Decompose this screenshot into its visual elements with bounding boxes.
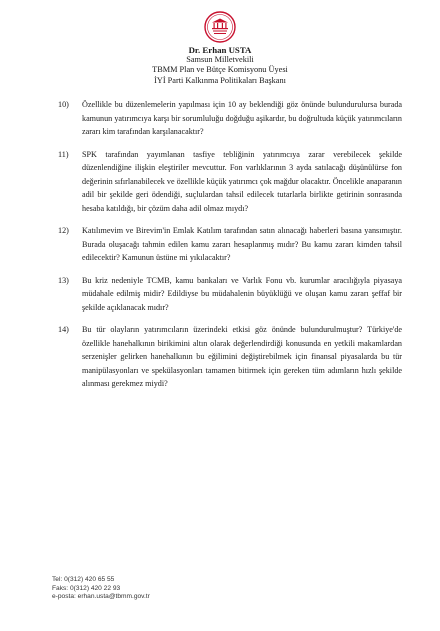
question-item xyxy=(58,224,402,265)
question-text: SPK tarafından yayımlanan tasfiye tebliğinin yatırımcıya zarar verebilecek şekilde düzenlendiğine ilişkin eleştiriler mevcuttur. Fon varlıklarının 3 ayda satılacağı düşünülürse fon değerinin sıfırlanabilecek ve özellikle küçük yatırımcı çok mağdur olacaktır. Öncelikle anaparanın adil bir şekilde geri ödendiği, suçlulardan tahsil edilecek tutarlarla birlikte getirinin sonrasında hesaba katıldığı, bir çözüm daha adil olmaz mıydı? xyxy=(82,149,402,213)
question-number: 13) xyxy=(58,275,69,285)
question-number: 10) xyxy=(58,100,69,109)
contact-block xyxy=(52,576,150,602)
question-list xyxy=(58,98,402,400)
letterhead-title-2: TBMM Plan ve Bütçe Komisyonu Üyesi xyxy=(152,65,288,75)
tbmm-seal-icon xyxy=(204,11,236,43)
question-number: 12) xyxy=(58,226,69,235)
question-item xyxy=(58,323,402,391)
question-text: Bu tür olayların yatırımcıların üzerindeki etkisi göz önünde bulundurulmuştur? Türkiye'de özellikle hanehalkının birikimini altın olarak değerlendirdiği konusunda en yetkili makamlardan serzenişler gelirken hanehalkının bu eğilimini değiştirebilmek için finansal piyasalarda bu tür manipülasyonları ve spekülasyonları tamamen bitirmek için gereken tüm adımların hızlı şekilde alınması gerekmez miydi? xyxy=(82,325,402,388)
letterhead-name: Dr. Erhan USTA xyxy=(188,45,252,55)
question-text: Özellikle bu düzenlemelerin yapılması için 10 ay beklendiği göz önünde bulundurulursa burada kamunun yatırımcıya karşı bir sorumluluğu doğduğu aşikardır, bu doğrultuda küçük yatırımcıların zararı kim tarafından karşılanacaktır? xyxy=(82,100,402,136)
contact-phone: Tel: 0(312) 420 65 55 xyxy=(52,576,115,583)
question-text: Katılımevim ve Birevim'in Emlak Katılım tarafından satın alınacağı haberleri basına yansımıştır. Burada oluşacağı tahmin edilen kamu zararı hesaplanmış mıdır? Bu kamu zararı kimden tahsil edilecektir? Kamunun üstüne mi yıkılacaktır? xyxy=(82,226,402,262)
letterhead-title-1: Samsun Milletvekili xyxy=(186,55,254,65)
question-item xyxy=(58,274,402,315)
letterhead xyxy=(0,45,440,86)
contact-email: e-posta: erhan.usta@tbmm.gov.tr xyxy=(52,593,150,600)
question-item xyxy=(58,98,402,139)
question-text: Bu kriz nedeniyle TCMB, kamu bankaları ve Varlık Fonu vb. kurumlar aracılığıyla piyasaya müdahale edilmiş midir? Edildiyse bu müdahalenin büyüklüğü ve oluşan kamu zararı şeffaf bir şekilde açıklanacak mıdır? xyxy=(82,275,402,312)
contact-fax: Faks: 0(312) 420 22 93 xyxy=(52,584,121,592)
question-number: 14) xyxy=(58,325,69,334)
letterhead-title-3: İYİ Parti Kalkınma Politikaları Başkanı xyxy=(154,75,286,85)
question-item xyxy=(58,148,402,216)
question-number: 11) xyxy=(58,149,69,159)
